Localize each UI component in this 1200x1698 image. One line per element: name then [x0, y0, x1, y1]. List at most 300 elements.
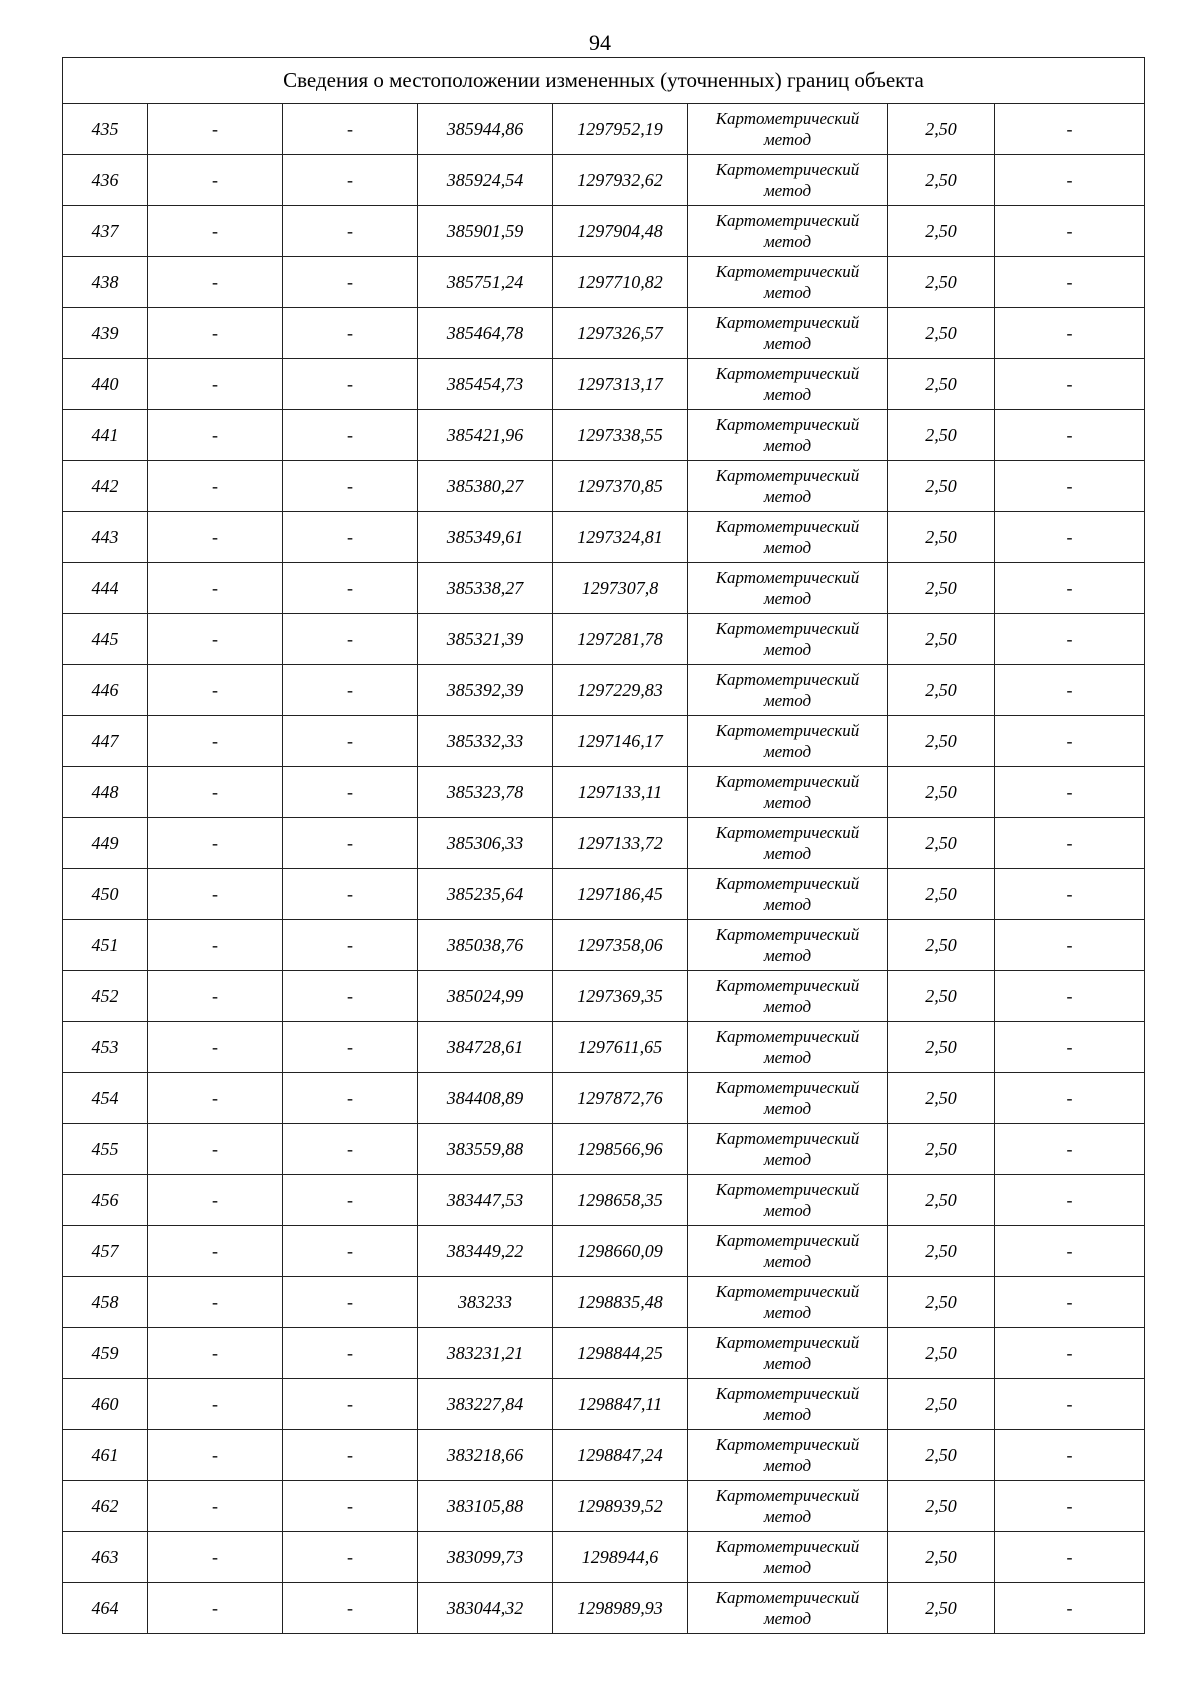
empty-cell: -	[995, 869, 1145, 920]
page-number: 94	[589, 30, 611, 55]
point-number-cell: 451	[63, 920, 148, 971]
precision-cell: 2,50	[888, 1022, 995, 1073]
method-line-1: Картометрический	[715, 313, 860, 332]
empty-cell: -	[995, 665, 1145, 716]
empty-cell: -	[283, 563, 418, 614]
empty-cell: -	[148, 461, 283, 512]
x-coordinate-cell: 384728,61	[418, 1022, 553, 1073]
method-cell	[688, 1532, 888, 1583]
precision-cell: 2,50	[888, 920, 995, 971]
empty-cell: -	[148, 512, 283, 563]
table-title: Сведения о местоположении измененных (уточненных) границ объекта	[63, 58, 1145, 104]
y-coordinate-cell: 1297872,76	[553, 1073, 688, 1124]
method-line-1: Картометрический	[715, 466, 860, 485]
x-coordinate-cell: 385038,76	[418, 920, 553, 971]
point-number-cell: 464	[63, 1583, 148, 1634]
point-number-cell: 455	[63, 1124, 148, 1175]
empty-cell: -	[148, 920, 283, 971]
method-line-1: Картометрический	[715, 1384, 860, 1403]
precision-cell: 2,50	[888, 1532, 995, 1583]
table-row	[63, 563, 1145, 614]
precision-cell: 2,50	[888, 1379, 995, 1430]
method-cell	[688, 563, 888, 614]
y-coordinate-cell: 1297932,62	[553, 155, 688, 206]
empty-cell: -	[148, 1277, 283, 1328]
x-coordinate-cell: 385235,64	[418, 869, 553, 920]
table-row	[63, 1277, 1145, 1328]
precision-cell: 2,50	[888, 614, 995, 665]
empty-cell: -	[148, 1226, 283, 1277]
empty-cell: -	[995, 410, 1145, 461]
method-cell	[688, 767, 888, 818]
empty-cell: -	[283, 1328, 418, 1379]
y-coordinate-cell: 1297710,82	[553, 257, 688, 308]
empty-cell: -	[148, 1328, 283, 1379]
table-row	[63, 716, 1145, 767]
y-coordinate-cell: 1298944,6	[553, 1532, 688, 1583]
empty-cell: -	[148, 155, 283, 206]
precision-cell: 2,50	[888, 1583, 995, 1634]
method-line-2: метод	[763, 538, 812, 557]
method-line-1: Картометрический	[715, 1588, 860, 1607]
x-coordinate-cell: 385464,78	[418, 308, 553, 359]
y-coordinate-cell: 1297281,78	[553, 614, 688, 665]
point-number-cell: 437	[63, 206, 148, 257]
table-row	[63, 665, 1145, 716]
method-line-2: метод	[763, 1558, 812, 1577]
empty-cell: -	[995, 359, 1145, 410]
x-coordinate-cell: 385392,39	[418, 665, 553, 716]
method-cell	[688, 257, 888, 308]
x-coordinate-cell: 385306,33	[418, 818, 553, 869]
point-number-cell: 461	[63, 1430, 148, 1481]
method-line-1: Картометрический	[715, 1486, 860, 1505]
x-coordinate-cell: 384408,89	[418, 1073, 553, 1124]
method-line-2: метод	[763, 997, 812, 1016]
method-cell	[688, 155, 888, 206]
empty-cell: -	[995, 155, 1145, 206]
method-cell	[688, 971, 888, 1022]
empty-cell: -	[283, 665, 418, 716]
empty-cell: -	[148, 1379, 283, 1430]
empty-cell: -	[148, 563, 283, 614]
table-row	[63, 1124, 1145, 1175]
method-cell	[688, 512, 888, 563]
y-coordinate-cell: 1297324,81	[553, 512, 688, 563]
table-row	[63, 614, 1145, 665]
empty-cell: -	[148, 614, 283, 665]
method-line-2: метод	[763, 589, 812, 608]
y-coordinate-cell: 1298989,93	[553, 1583, 688, 1634]
method-line-2: метод	[763, 487, 812, 506]
empty-cell: -	[283, 461, 418, 512]
boundary-coordinates-table	[62, 57, 1145, 1634]
x-coordinate-cell: 383559,88	[418, 1124, 553, 1175]
empty-cell: -	[995, 920, 1145, 971]
method-cell	[688, 410, 888, 461]
precision-cell: 2,50	[888, 1277, 995, 1328]
table-row	[63, 257, 1145, 308]
precision-cell: 2,50	[888, 1226, 995, 1277]
method-line-2: метод	[763, 181, 812, 200]
precision-cell: 2,50	[888, 1328, 995, 1379]
method-line-2: метод	[763, 1405, 812, 1424]
y-coordinate-cell: 1297952,19	[553, 104, 688, 155]
empty-cell: -	[283, 1175, 418, 1226]
method-line-2: метод	[763, 385, 812, 404]
method-cell	[688, 1481, 888, 1532]
method-line-1: Картометрический	[715, 1129, 860, 1148]
empty-cell: -	[148, 1481, 283, 1532]
x-coordinate-cell: 383044,32	[418, 1583, 553, 1634]
y-coordinate-cell: 1297358,06	[553, 920, 688, 971]
point-number-cell: 456	[63, 1175, 148, 1226]
y-coordinate-cell: 1298939,52	[553, 1481, 688, 1532]
empty-cell: -	[283, 1124, 418, 1175]
y-coordinate-cell: 1297611,65	[553, 1022, 688, 1073]
table-body	[63, 58, 1145, 1634]
precision-cell: 2,50	[888, 716, 995, 767]
y-coordinate-cell: 1297133,72	[553, 818, 688, 869]
empty-cell: -	[283, 410, 418, 461]
method-line-2: метод	[763, 436, 812, 455]
method-line-1: Картометрический	[715, 1180, 860, 1199]
method-line-1: Картометрический	[715, 1078, 860, 1097]
empty-cell: -	[995, 257, 1145, 308]
y-coordinate-cell: 1297904,48	[553, 206, 688, 257]
empty-cell: -	[995, 206, 1145, 257]
empty-cell: -	[148, 971, 283, 1022]
precision-cell: 2,50	[888, 155, 995, 206]
table-row	[63, 1175, 1145, 1226]
x-coordinate-cell: 383218,66	[418, 1430, 553, 1481]
point-number-cell: 460	[63, 1379, 148, 1430]
y-coordinate-cell: 1297186,45	[553, 869, 688, 920]
x-coordinate-cell: 385338,27	[418, 563, 553, 614]
method-cell	[688, 716, 888, 767]
x-coordinate-cell: 385944,86	[418, 104, 553, 155]
method-line-1: Картометрический	[715, 976, 860, 995]
point-number-cell: 435	[63, 104, 148, 155]
method-cell	[688, 104, 888, 155]
method-cell	[688, 206, 888, 257]
method-cell	[688, 1124, 888, 1175]
method-line-1: Картометрический	[715, 925, 860, 944]
empty-cell: -	[283, 1532, 418, 1583]
table-row	[63, 1430, 1145, 1481]
x-coordinate-cell: 385024,99	[418, 971, 553, 1022]
method-line-1: Картометрический	[715, 364, 860, 383]
precision-cell: 2,50	[888, 512, 995, 563]
empty-cell: -	[995, 461, 1145, 512]
empty-cell: -	[148, 818, 283, 869]
empty-cell: -	[148, 206, 283, 257]
x-coordinate-cell: 385323,78	[418, 767, 553, 818]
empty-cell: -	[283, 512, 418, 563]
table-row	[63, 1226, 1145, 1277]
method-line-1: Картометрический	[715, 1333, 860, 1352]
empty-cell: -	[283, 869, 418, 920]
x-coordinate-cell: 383449,22	[418, 1226, 553, 1277]
method-line-2: метод	[763, 1099, 812, 1118]
method-line-1: Картометрический	[715, 823, 860, 842]
table-row	[63, 1022, 1145, 1073]
method-line-1: Картометрический	[715, 1282, 860, 1301]
empty-cell: -	[148, 410, 283, 461]
x-coordinate-cell: 383105,88	[418, 1481, 553, 1532]
point-number-cell: 436	[63, 155, 148, 206]
empty-cell: -	[995, 1175, 1145, 1226]
empty-cell: -	[148, 767, 283, 818]
x-coordinate-cell: 385924,54	[418, 155, 553, 206]
precision-cell: 2,50	[888, 410, 995, 461]
table-row	[63, 920, 1145, 971]
method-cell	[688, 614, 888, 665]
empty-cell: -	[148, 1583, 283, 1634]
method-line-2: метод	[763, 640, 812, 659]
method-line-2: метод	[763, 1456, 812, 1475]
y-coordinate-cell: 1298660,09	[553, 1226, 688, 1277]
method-line-2: метод	[763, 946, 812, 965]
y-coordinate-cell: 1298847,24	[553, 1430, 688, 1481]
method-line-2: метод	[763, 1150, 812, 1169]
method-line-2: метод	[763, 232, 812, 251]
method-cell	[688, 1226, 888, 1277]
method-cell	[688, 1277, 888, 1328]
empty-cell: -	[148, 1532, 283, 1583]
table-row	[63, 818, 1145, 869]
precision-cell: 2,50	[888, 971, 995, 1022]
table-row	[63, 359, 1145, 410]
x-coordinate-cell: 385901,59	[418, 206, 553, 257]
empty-cell: -	[995, 818, 1145, 869]
point-number-cell: 450	[63, 869, 148, 920]
point-number-cell: 439	[63, 308, 148, 359]
x-coordinate-cell: 383233	[418, 1277, 553, 1328]
empty-cell: -	[148, 1124, 283, 1175]
method-cell	[688, 1175, 888, 1226]
empty-cell: -	[283, 1277, 418, 1328]
method-line-1: Картометрический	[715, 772, 860, 791]
method-line-1: Картометрический	[715, 670, 860, 689]
empty-cell: -	[995, 971, 1145, 1022]
empty-cell: -	[995, 1430, 1145, 1481]
empty-cell: -	[283, 155, 418, 206]
precision-cell: 2,50	[888, 1430, 995, 1481]
method-line-2: метод	[763, 1354, 812, 1373]
empty-cell: -	[995, 1277, 1145, 1328]
method-line-1: Картометрический	[715, 1435, 860, 1454]
method-line-2: метод	[763, 793, 812, 812]
empty-cell: -	[283, 206, 418, 257]
x-coordinate-cell: 385321,39	[418, 614, 553, 665]
x-coordinate-cell: 385332,33	[418, 716, 553, 767]
point-number-cell: 448	[63, 767, 148, 818]
table-row	[63, 308, 1145, 359]
precision-cell: 2,50	[888, 1481, 995, 1532]
method-line-1: Картометрический	[715, 211, 860, 230]
table-row	[63, 1481, 1145, 1532]
y-coordinate-cell: 1298844,25	[553, 1328, 688, 1379]
point-number-cell: 440	[63, 359, 148, 410]
empty-cell: -	[283, 1583, 418, 1634]
empty-cell: -	[283, 614, 418, 665]
method-line-1: Картометрический	[715, 160, 860, 179]
method-line-1: Картометрический	[715, 619, 860, 638]
y-coordinate-cell: 1298835,48	[553, 1277, 688, 1328]
method-cell	[688, 869, 888, 920]
precision-cell: 2,50	[888, 308, 995, 359]
method-cell	[688, 665, 888, 716]
y-coordinate-cell: 1297229,83	[553, 665, 688, 716]
method-line-1: Картометрический	[715, 415, 860, 434]
precision-cell: 2,50	[888, 359, 995, 410]
empty-cell: -	[283, 308, 418, 359]
table-row	[63, 104, 1145, 155]
y-coordinate-cell: 1298658,35	[553, 1175, 688, 1226]
empty-cell: -	[995, 1481, 1145, 1532]
method-cell	[688, 308, 888, 359]
method-line-1: Картометрический	[715, 1537, 860, 1556]
empty-cell: -	[283, 1379, 418, 1430]
empty-cell: -	[148, 308, 283, 359]
method-cell	[688, 1073, 888, 1124]
table-row	[63, 1379, 1145, 1430]
precision-cell: 2,50	[888, 767, 995, 818]
empty-cell: -	[995, 716, 1145, 767]
empty-cell: -	[148, 869, 283, 920]
table-row	[63, 971, 1145, 1022]
empty-cell: -	[283, 359, 418, 410]
method-line-2: метод	[763, 1303, 812, 1322]
method-line-2: метод	[763, 1609, 812, 1628]
method-line-2: метод	[763, 334, 812, 353]
table-row	[63, 410, 1145, 461]
method-cell	[688, 1379, 888, 1430]
point-number-cell: 438	[63, 257, 148, 308]
empty-cell: -	[148, 1022, 283, 1073]
y-coordinate-cell: 1297313,17	[553, 359, 688, 410]
empty-cell: -	[148, 104, 283, 155]
empty-cell: -	[283, 767, 418, 818]
point-number-cell: 443	[63, 512, 148, 563]
table-row	[63, 1328, 1145, 1379]
empty-cell: -	[148, 665, 283, 716]
empty-cell: -	[148, 1430, 283, 1481]
point-number-cell: 463	[63, 1532, 148, 1583]
precision-cell: 2,50	[888, 257, 995, 308]
method-cell	[688, 1022, 888, 1073]
table-row	[63, 1073, 1145, 1124]
x-coordinate-cell: 385751,24	[418, 257, 553, 308]
point-number-cell: 449	[63, 818, 148, 869]
precision-cell: 2,50	[888, 869, 995, 920]
method-line-2: метод	[763, 844, 812, 863]
empty-cell: -	[995, 1226, 1145, 1277]
y-coordinate-cell: 1297370,85	[553, 461, 688, 512]
x-coordinate-cell: 383447,53	[418, 1175, 553, 1226]
empty-cell: -	[995, 512, 1145, 563]
empty-cell: -	[283, 716, 418, 767]
point-number-cell: 459	[63, 1328, 148, 1379]
point-number-cell: 452	[63, 971, 148, 1022]
method-cell	[688, 1583, 888, 1634]
empty-cell: -	[148, 716, 283, 767]
table-row	[63, 1583, 1145, 1634]
empty-cell: -	[148, 257, 283, 308]
method-line-2: метод	[763, 1201, 812, 1220]
precision-cell: 2,50	[888, 104, 995, 155]
empty-cell: -	[995, 1532, 1145, 1583]
y-coordinate-cell: 1298847,11	[553, 1379, 688, 1430]
method-line-1: Картометрический	[715, 1231, 860, 1250]
method-line-1: Картометрический	[715, 517, 860, 536]
empty-cell: -	[995, 614, 1145, 665]
x-coordinate-cell: 385380,27	[418, 461, 553, 512]
y-coordinate-cell: 1297338,55	[553, 410, 688, 461]
empty-cell: -	[995, 308, 1145, 359]
point-number-cell: 446	[63, 665, 148, 716]
y-coordinate-cell: 1297369,35	[553, 971, 688, 1022]
empty-cell: -	[995, 1379, 1145, 1430]
method-line-1: Картометрический	[715, 262, 860, 281]
empty-cell: -	[995, 767, 1145, 818]
method-line-2: метод	[763, 742, 812, 761]
x-coordinate-cell: 385349,61	[418, 512, 553, 563]
empty-cell: -	[148, 1175, 283, 1226]
precision-cell: 2,50	[888, 818, 995, 869]
method-line-1: Картометрический	[715, 874, 860, 893]
table-row	[63, 461, 1145, 512]
method-cell	[688, 461, 888, 512]
method-cell	[688, 818, 888, 869]
empty-cell: -	[283, 1073, 418, 1124]
precision-cell: 2,50	[888, 1073, 995, 1124]
precision-cell: 2,50	[888, 665, 995, 716]
method-line-2: метод	[763, 1252, 812, 1271]
point-number-cell: 457	[63, 1226, 148, 1277]
empty-cell: -	[995, 1073, 1145, 1124]
y-coordinate-cell: 1298566,96	[553, 1124, 688, 1175]
precision-cell: 2,50	[888, 1124, 995, 1175]
empty-cell: -	[283, 257, 418, 308]
empty-cell: -	[283, 104, 418, 155]
table-row	[63, 155, 1145, 206]
empty-cell: -	[283, 1226, 418, 1277]
table-title-row	[63, 58, 1145, 104]
precision-cell: 2,50	[888, 206, 995, 257]
x-coordinate-cell: 383099,73	[418, 1532, 553, 1583]
empty-cell: -	[995, 563, 1145, 614]
table-row	[63, 512, 1145, 563]
point-number-cell: 445	[63, 614, 148, 665]
precision-cell: 2,50	[888, 461, 995, 512]
empty-cell: -	[148, 1073, 283, 1124]
empty-cell: -	[148, 359, 283, 410]
y-coordinate-cell: 1297307,8	[553, 563, 688, 614]
empty-cell: -	[283, 1481, 418, 1532]
point-number-cell: 462	[63, 1481, 148, 1532]
table-row	[63, 869, 1145, 920]
method-cell	[688, 1328, 888, 1379]
method-line-1: Картометрический	[715, 721, 860, 740]
y-coordinate-cell: 1297146,17	[553, 716, 688, 767]
point-number-cell: 441	[63, 410, 148, 461]
empty-cell: -	[995, 1583, 1145, 1634]
method-line-2: метод	[763, 895, 812, 914]
table-row	[63, 206, 1145, 257]
empty-cell: -	[283, 920, 418, 971]
